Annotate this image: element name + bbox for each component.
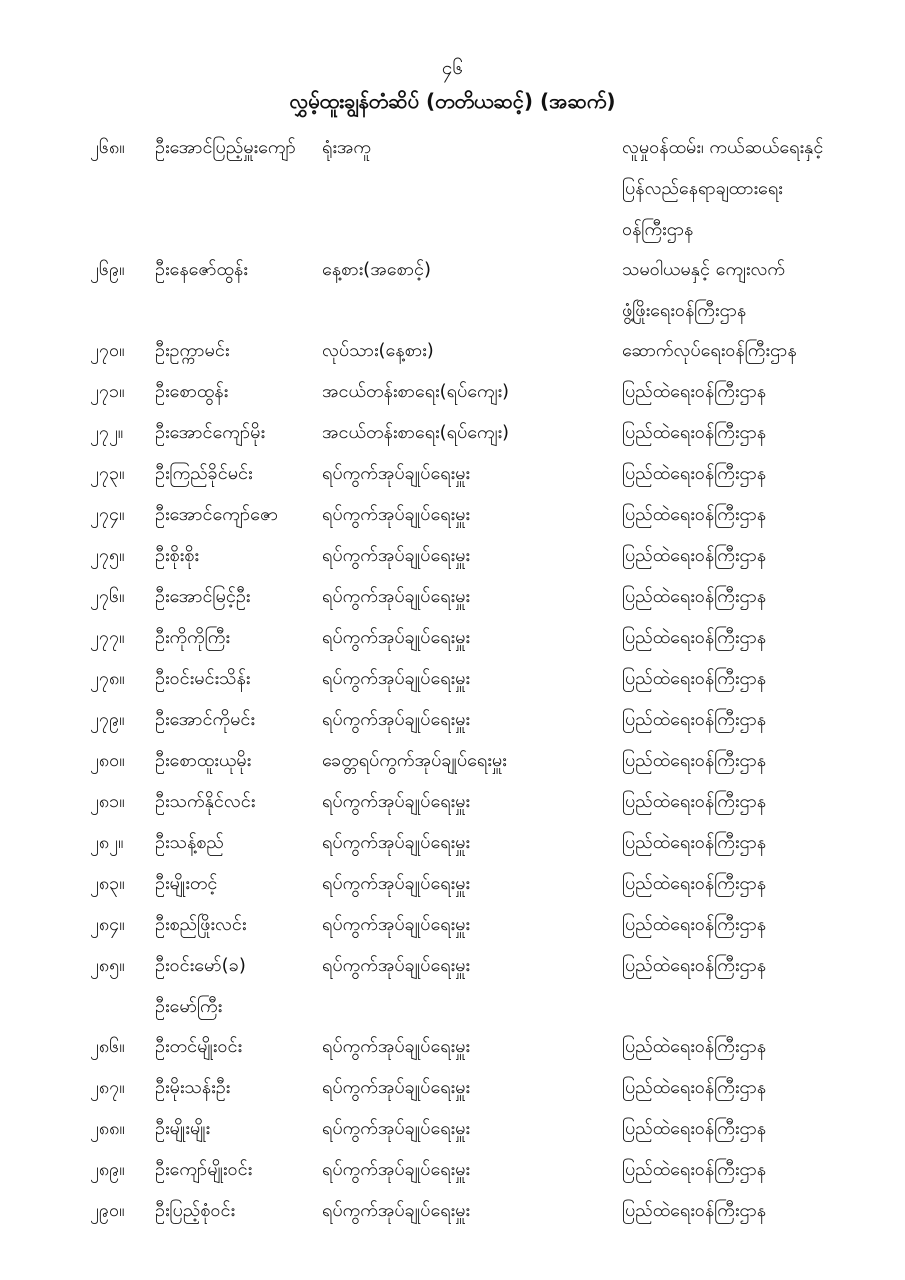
item-number: ၂၉၀။ [90, 1200, 125, 1221]
recipient-ministry [622, 1190, 897, 1231]
list-item [0, 904, 905, 945]
recipient-name [155, 330, 320, 371]
item-number: ၂၇၃။ [90, 463, 125, 484]
recipient-position-line: ခေတ္တရပ်ကွက်အုပ်ချုပ်ရေးမှူး [322, 750, 507, 771]
recipient-position-line: ရပ်ကွက်အုပ်ချုပ်ရေးမှူး [322, 504, 470, 525]
list-item [0, 494, 905, 535]
recipient-position [322, 1149, 612, 1190]
recipient-ministry [622, 330, 897, 371]
recipient-ministry-line: ပြည်ထဲရေးဝန်ကြီးဌာန [622, 1036, 767, 1057]
recipient-position-line: ရပ်ကွက်အုပ်ချုပ်ရေးမှူး [322, 709, 470, 730]
award-list [0, 127, 905, 1231]
recipient-name [155, 658, 320, 699]
recipient-ministry-line: ပြည်ထဲရေးဝန်ကြီးဌာန [622, 709, 767, 730]
recipient-position [322, 740, 612, 781]
item-number: ၂၈၆။ [90, 1036, 125, 1057]
recipient-position [322, 249, 612, 290]
item-number: ၂၇၀။ [90, 340, 125, 361]
recipient-name [155, 412, 320, 453]
recipient-ministry-line: ပြည်ထဲရေးဝန်ကြီးဌာန [622, 381, 767, 402]
recipient-ministry-line: ပြည်ထဲရေးဝန်ကြီးဌာန [622, 668, 767, 689]
recipient-ministry-line: လူမှုဝန်ထမ်း၊ ကယ်ဆယ်ရေးနှင့် [622, 137, 824, 158]
recipient-name-line: ဦးမိုးသန်းဦး [155, 1077, 231, 1098]
recipient-name [155, 1108, 320, 1149]
recipient-position [322, 535, 612, 576]
recipient-ministry [622, 535, 897, 576]
recipient-position-line: ရုံးအကူ [322, 137, 372, 158]
item-number: ၂၈၂။ [90, 832, 124, 853]
recipient-ministry-line: ပြည်ထဲရေးဝန်ကြီးဌာန [622, 750, 767, 771]
recipient-position [322, 1067, 612, 1108]
recipient-name-line: ဦးနေဇော်ထွန်း [155, 259, 248, 280]
recipient-name [155, 945, 320, 1027]
recipient-name [155, 453, 320, 494]
recipient-name-line: ဦးဝင်းမော်(ခ) [155, 955, 246, 976]
recipient-ministry [622, 740, 897, 781]
list-item [0, 127, 905, 249]
recipient-position [322, 494, 612, 535]
recipient-name-line: ဦးစည်ဖြိုးလင်း [155, 914, 247, 935]
recipient-ministry [622, 127, 897, 250]
recipient-name [155, 576, 320, 617]
recipient-position [322, 699, 612, 740]
recipient-ministry [622, 904, 897, 945]
recipient-position [322, 1190, 612, 1231]
page-number: ၄၆ [441, 57, 464, 79]
recipient-name [155, 863, 320, 904]
recipient-ministry-line: ပြည်ထဲရေးဝန်ကြီးဌာန [622, 627, 767, 648]
recipient-position-line: ရပ်ကွက်အုပ်ချုပ်ရေးမှူး [322, 791, 470, 812]
recipient-name-line: ဦးတင်မျိုးဝင်း [155, 1036, 243, 1057]
recipient-ministry-line: ပြည်ထဲရေးဝန်ကြီးဌာန [622, 545, 767, 566]
recipient-name [155, 249, 320, 290]
recipient-name [155, 781, 320, 822]
recipient-ministry [622, 1026, 897, 1067]
recipient-position-line: ရပ်ကွက်အုပ်ချုပ်ရေးမှူး [322, 873, 470, 894]
recipient-name-line: ဦးအောင်ကျော်မိုး [155, 422, 266, 443]
item-number: ၂၇၉။ [90, 709, 125, 730]
item-number: ၂၇၄။ [90, 504, 125, 525]
recipient-ministry-line: ဆောက်လုပ်ရေးဝန်ကြီးဌာန [622, 340, 797, 361]
recipient-ministry [622, 1108, 897, 1149]
recipient-name-line: ဦးအောင်မြင့်ဦး [155, 586, 251, 607]
list-item [0, 371, 905, 412]
recipient-ministry-line: ပြည်ထဲရေးဝန်ကြီးဌာန [622, 422, 767, 443]
recipient-position-line: ရပ်ကွက်အုပ်ချုပ်ရေးမှူး [322, 463, 470, 484]
recipient-position-line: လုပ်သား(နေ့စား) [322, 340, 434, 361]
item-number: ၂၇၇။ [90, 627, 125, 648]
recipient-position [322, 1026, 612, 1067]
recipient-position [322, 945, 612, 986]
recipient-position [322, 904, 612, 945]
recipient-ministry-line: ပြည်ထဲရေးဝန်ကြီးဌာန [622, 1077, 767, 1098]
recipient-position-line: ရပ်ကွက်အုပ်ချုပ်ရေးမှူး [322, 1077, 470, 1098]
recipient-name [155, 617, 320, 658]
recipient-position-line: ရပ်ကွက်အုပ်ချုပ်ရေးမှူး [322, 668, 470, 689]
recipient-ministry [622, 1067, 897, 1108]
recipient-ministry [622, 822, 897, 863]
recipient-name [155, 1026, 320, 1067]
recipient-name [155, 371, 320, 412]
list-item [0, 781, 905, 822]
recipient-position-line: ရပ်ကွက်အုပ်ချုပ်ရေးမှူး [322, 627, 470, 648]
recipient-name-line: ဦးမော်ကြီး [155, 996, 223, 1017]
recipient-ministry-line: သမဝါယမနှင့် ကျေးလက် [622, 259, 785, 280]
recipient-name [155, 1067, 320, 1108]
recipient-name-line: ဦးစိုးစိုး [155, 545, 199, 566]
recipient-ministry [622, 1149, 897, 1190]
recipient-position [322, 1108, 612, 1149]
recipient-name [155, 127, 320, 168]
recipient-name-line: ဦးဥက္ကာမင်း [155, 340, 230, 361]
recipient-ministry-line: ပြည်ထဲရေးဝန်ကြီးဌာန [622, 873, 767, 894]
recipient-position [322, 658, 612, 699]
recipient-name-line: ဦးအောင်ကိုမင်း [155, 709, 255, 730]
recipient-name [155, 699, 320, 740]
recipient-position [322, 781, 612, 822]
recipient-ministry-line: ပြန်လည်နေရာချထားရေး [622, 178, 783, 199]
list-item [0, 330, 905, 371]
recipient-name-line: ဦးကိုကိုကြီး [155, 627, 230, 648]
item-number: ၂၈၅။ [90, 955, 125, 976]
recipient-name-line: ဦးမျိုးတင့် [155, 873, 218, 894]
recipient-name-line: ဦးဝင်းမင်းသိန်း [155, 668, 251, 689]
recipient-position [322, 371, 612, 412]
recipient-name-line: ဦးသန့်စည် [155, 832, 224, 853]
recipient-name-line: ဦးကျော်မျိုးဝင်း [155, 1159, 253, 1180]
item-number: ၂၈၉။ [90, 1159, 125, 1180]
recipient-ministry-line: ပြည်ထဲရေးဝန်ကြီးဌာန [622, 955, 767, 976]
item-number: ၂၈၈။ [90, 1118, 125, 1139]
recipient-ministry-line: ပြည်ထဲရေးဝန်ကြီးဌာန [622, 586, 767, 607]
recipient-name [155, 494, 320, 535]
recipient-name [155, 822, 320, 863]
recipient-ministry-line: ပြည်ထဲရေးဝန်ကြီးဌာန [622, 504, 767, 525]
recipient-ministry-line: ဝန်ကြီးဌာန [622, 219, 694, 240]
recipient-name [155, 1190, 320, 1231]
recipient-ministry-line: ပြည်ထဲရေးဝန်ကြီးဌာန [622, 1200, 767, 1221]
recipient-position [322, 412, 612, 453]
item-number: ၂၈၀။ [90, 750, 125, 771]
recipient-ministry-line: ဖွံ့ဖြိုးရေးဝန်ကြီးဌာန [622, 300, 747, 321]
recipient-position [322, 576, 612, 617]
recipient-name [155, 740, 320, 781]
recipient-ministry [622, 781, 897, 822]
list-item [0, 699, 905, 740]
recipient-ministry [622, 945, 897, 986]
recipient-ministry-line: ပြည်ထဲရေးဝန်ကြီးဌာန [622, 1118, 767, 1139]
recipient-position-line: ရပ်ကွက်အုပ်ချုပ်ရေးမှူး [322, 545, 470, 566]
list-item [0, 740, 905, 781]
item-number: ၂၈၃။ [90, 873, 125, 894]
recipient-position [322, 822, 612, 863]
recipient-position-line: ရပ်ကွက်အုပ်ချုပ်ရေးမှူး [322, 1036, 470, 1057]
recipient-position-line: အငယ်တန်းစာရေး(ရပ်ကျေး) [322, 381, 510, 402]
list-item [0, 863, 905, 904]
list-item [0, 453, 905, 494]
recipient-name-line: ဦးကြည်ခိုင်မင်း [155, 463, 253, 484]
recipient-position-line: ရပ်ကွက်အုပ်ချုပ်ရေးမှူး [322, 586, 470, 607]
item-number: ၂၇၂။ [90, 422, 124, 443]
list-item [0, 576, 905, 617]
recipient-ministry-line: ပြည်ထဲရေးဝန်ကြီးဌာန [622, 914, 767, 935]
recipient-position-line: ရပ်ကွက်အုပ်ချုပ်ရေးမှူး [322, 914, 470, 935]
list-item [0, 617, 905, 658]
recipient-name [155, 1149, 320, 1190]
item-number: ၂၆၉။ [90, 259, 125, 280]
list-item [0, 658, 905, 699]
list-item [0, 249, 905, 330]
item-number: ၂၇၅။ [90, 545, 125, 566]
list-item [0, 1026, 905, 1067]
recipient-ministry [622, 249, 897, 331]
recipient-ministry-line: ပြည်ထဲရေးဝန်ကြီးဌာန [622, 1159, 767, 1180]
recipient-ministry [622, 617, 897, 658]
recipient-name-line: ဦးပြည့်စုံဝင်း [155, 1200, 236, 1221]
recipient-name-line: ဦးစောထွန်း [155, 381, 229, 402]
recipient-ministry [622, 576, 897, 617]
recipient-ministry-line: ပြည်ထဲရေးဝန်ကြီးဌာန [622, 832, 767, 853]
recipient-ministry [622, 371, 897, 412]
page-title: လွှမ့်ထူးချွန်တံဆိပ် (တတိယဆင့်) (အဆက်) [289, 89, 616, 113]
list-item [0, 1149, 905, 1190]
recipient-ministry [622, 494, 897, 535]
recipient-name-line: ဦးအောင်ပြည့်မှူးကျော် [155, 137, 296, 158]
recipient-name [155, 904, 320, 945]
recipient-position-line: ရပ်ကွက်အုပ်ချုပ်ရေးမှူး [322, 1118, 470, 1139]
list-item [0, 1067, 905, 1108]
item-number: ၂၈၇။ [90, 1077, 125, 1098]
recipient-name [155, 535, 320, 576]
list-item [0, 945, 905, 1026]
recipient-name-line: ဦးစောထူးယုမိုး [155, 750, 252, 771]
item-number: ၂၈၄။ [90, 914, 125, 935]
list-item [0, 822, 905, 863]
recipient-position-line: နေ့စား(အစောင့်) [322, 259, 432, 280]
list-item [0, 412, 905, 453]
item-number: ၂၇၈။ [90, 668, 125, 689]
recipient-ministry [622, 863, 897, 904]
recipient-position [322, 330, 612, 371]
recipient-position-line: ရပ်ကွက်အုပ်ချုပ်ရေးမှူး [322, 1200, 470, 1221]
recipient-name-line: ဦးအောင်ကျော်ဇော [155, 504, 279, 525]
item-number: ၂၈၁။ [90, 791, 125, 812]
list-item [0, 535, 905, 576]
recipient-position [322, 863, 612, 904]
recipient-name-line: ဦးသက်နိုင်လင်း [155, 791, 256, 812]
recipient-ministry [622, 453, 897, 494]
recipient-position-line: အငယ်တန်းစာရေး(ရပ်ကျေး) [322, 422, 510, 443]
recipient-position-line: ရပ်ကွက်အုပ်ချုပ်ရေးမှူး [322, 1159, 470, 1180]
recipient-position-line: ရပ်ကွက်အုပ်ချုပ်ရေးမှူး [322, 955, 470, 976]
list-item [0, 1108, 905, 1149]
recipient-position [322, 453, 612, 494]
item-number: ၂၇၆။ [90, 586, 125, 607]
recipient-ministry-line: ပြည်ထဲရေးဝန်ကြီးဌာန [622, 791, 767, 812]
recipient-position-line: ရပ်ကွက်အုပ်ချုပ်ရေးမှူး [322, 832, 470, 853]
recipient-ministry [622, 699, 897, 740]
recipient-name-line: ဦးမျိုးမျိုး [155, 1118, 211, 1139]
recipient-ministry-line: ပြည်ထဲရေးဝန်ကြီးဌာန [622, 463, 767, 484]
recipient-position [322, 617, 612, 658]
recipient-ministry [622, 658, 897, 699]
item-number: ၂၆၈။ [90, 137, 125, 158]
recipient-position [322, 127, 612, 168]
item-number: ၂၇၁။ [90, 381, 125, 402]
recipient-ministry [622, 412, 897, 453]
list-item [0, 1190, 905, 1231]
